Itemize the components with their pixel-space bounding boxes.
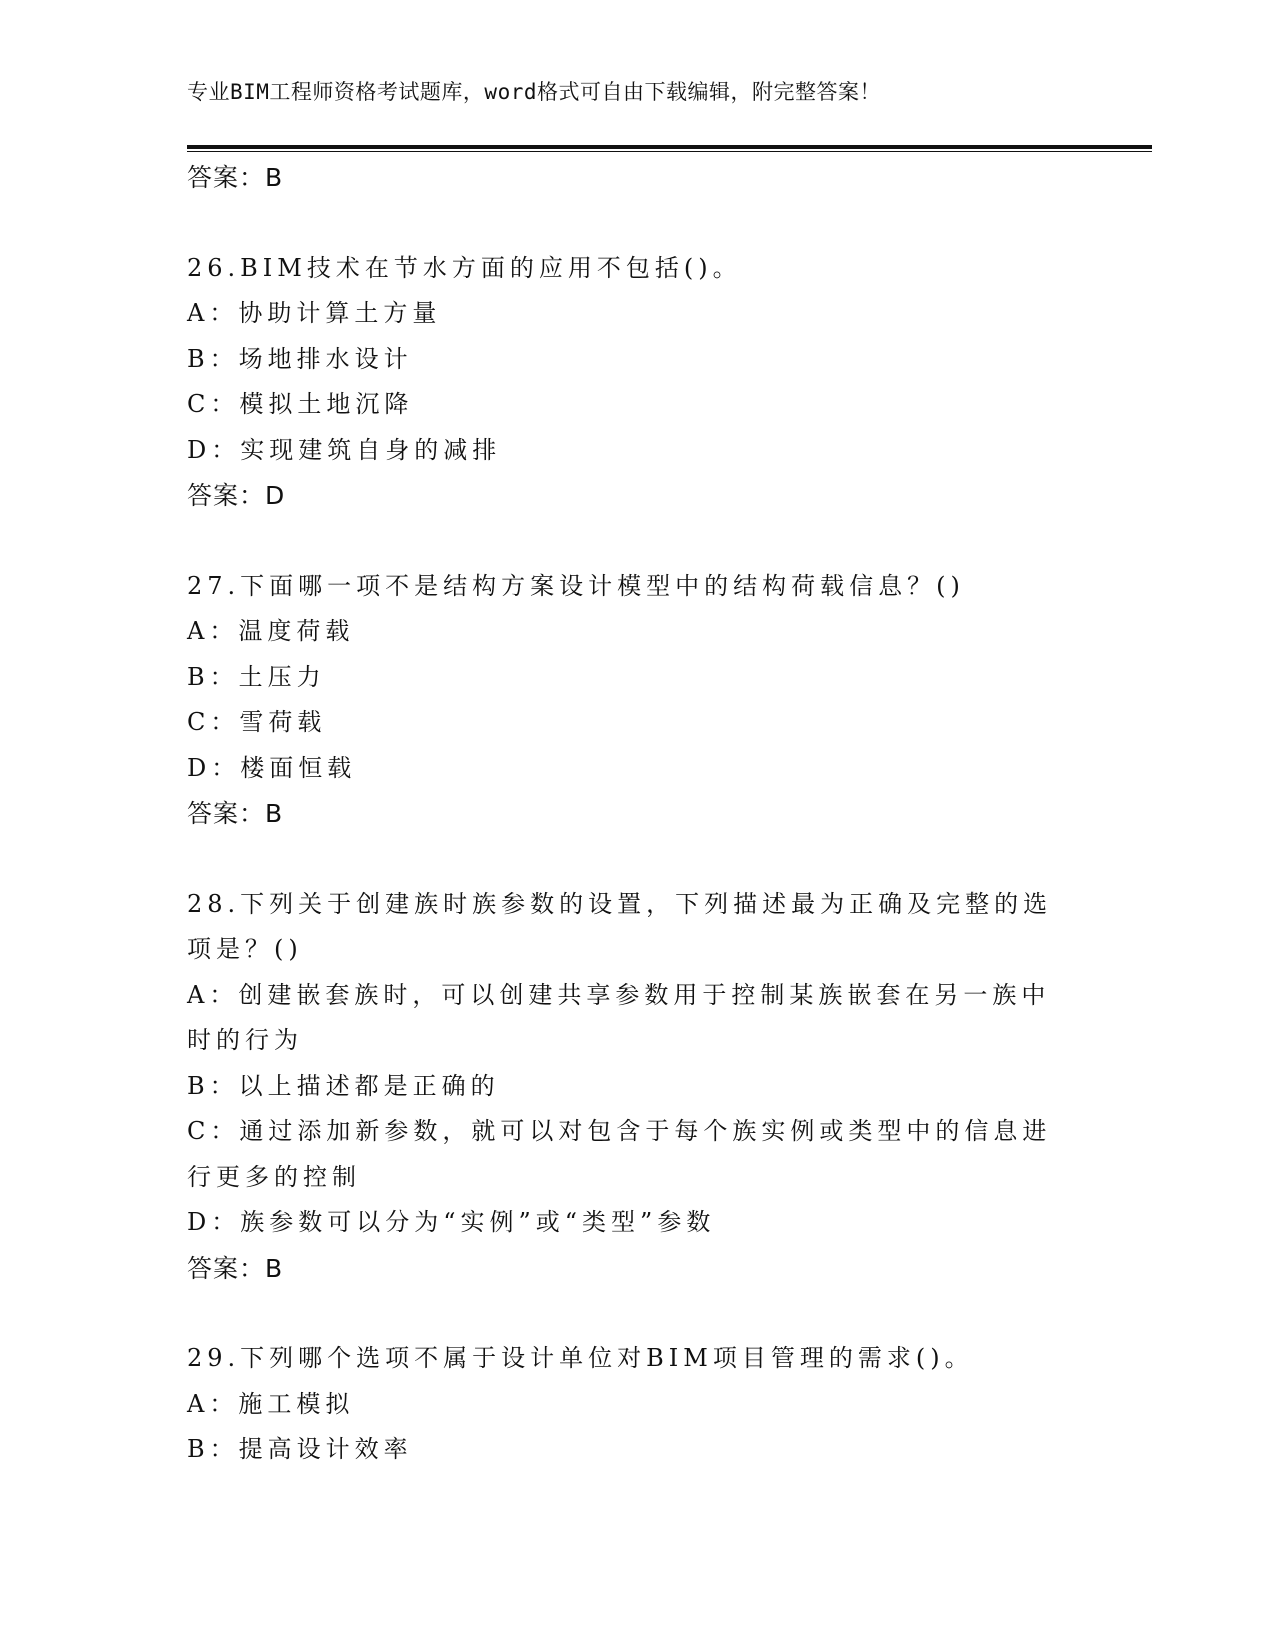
spacer	[187, 1291, 1067, 1336]
answer: 答案：B	[187, 1253, 284, 1283]
option-b: B：场地排水设计	[187, 344, 413, 373]
question-list	[187, 155, 1067, 1473]
question-27	[187, 564, 1067, 837]
option-b: B：以上描述都是正确的	[187, 1071, 500, 1100]
option-a: A：温度荷载	[187, 617, 355, 645]
header-rule-thick	[187, 145, 1152, 149]
spacer	[187, 837, 1067, 882]
question-26	[187, 246, 1067, 519]
question-29	[187, 1336, 1067, 1473]
spacer	[187, 519, 1067, 564]
question-stem: 28.下列关于创建族时族参数的设置，下列描述最为正确及完整的选项是？()	[187, 889, 1053, 963]
question-stem: 29.下列哪个选项不属于设计单位对BIM项目管理的需求()。	[187, 1344, 974, 1372]
option-c: C：雪荷载	[187, 708, 327, 736]
previous-answer: 答案：B	[187, 163, 284, 192]
question-28	[187, 882, 1067, 1292]
option-d: D：族参数可以分为“实例”或“类型”参数	[187, 1208, 716, 1236]
answer: 答案：D	[187, 481, 286, 510]
answer: 答案：B	[187, 799, 284, 828]
option-d: D：实现建筑自身的减排	[187, 435, 502, 464]
header-rule-thin	[187, 151, 1152, 152]
spacer	[187, 201, 1067, 246]
option-a: A：创建嵌套族时，可以创建共享参数用于控制某族嵌套在另一族中时的行为	[187, 980, 1051, 1054]
question-stem: 26.BIM技术在节水方面的应用不包括()。	[187, 253, 742, 282]
option-c: C：通过添加新参数，就可以对包含于每个族实例或类型中的信息进行更多的控制	[187, 1117, 1052, 1191]
header-note: 专业BIM工程师资格考试题库，word格式可自由下载编辑，附完整答案！	[187, 80, 881, 104]
option-b: B：提高设计效率	[187, 1435, 413, 1463]
option-c: C：模拟土地沉降	[187, 390, 414, 418]
option-d: D：楼面恒载	[187, 753, 357, 782]
question-stem: 27.下面哪一项不是结构方案设计模型中的结构荷载信息？()	[187, 571, 965, 600]
option-b: B：土压力	[187, 662, 326, 691]
option-a: A：施工模拟	[187, 1389, 355, 1418]
option-a: A：协助计算土方量	[187, 299, 442, 327]
